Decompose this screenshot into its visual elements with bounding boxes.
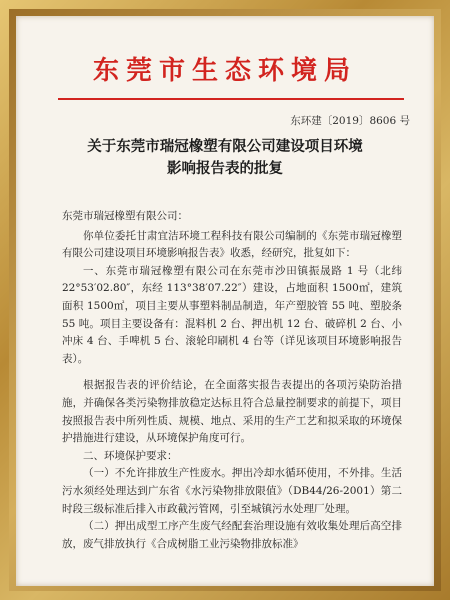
requirement-two: （二）押出成型工序产生废气经配套治理设施有效收集处理后高空排放，废气排放执行《合成树脂工业污染物排放标准》 <box>62 520 402 550</box>
requirement-one: （一）不允许排放生产性废水。押出冷却水循环使用，不外排。生活污水须经处理达到广东省《水污染物排放限值》（DB44/26-2001）第二时段三级标准后排入市政截污管网，引至城镇污水处理厂处理。 <box>62 467 402 515</box>
item-one-paragraph: 一、东莞市瑞冠橡塑有限公司在东莞市沙田镇振晟路 1 号（北纬 22°53′02.80″，东经 113°38′07.22″）建设，占地面积 1500㎡，建筑面积 1500㎡，项目主要从事塑料制品制造，年产塑胶管 55 吨、塑胶条 55 吨。项目主要设备有：混料机 2 台、押出机 12 台、破碎机 2 台、小冲床 4 台、手啤机 5 台、滚轮印刷机 4 台等（详见该项目环境影响报告表）。 <box>62 264 402 365</box>
document-title-line-2: 影响报告表的批复 <box>167 161 283 177</box>
document-title <box>16 136 434 180</box>
document-title-line-1: 关于东莞市瑞冠橡塑有限公司建设项目环境 <box>87 139 363 155</box>
bureau-header: 东莞市生态环境局 <box>92 56 357 86</box>
document-body <box>62 208 402 553</box>
document-paper <box>16 16 434 586</box>
paragraph-gap <box>62 368 402 377</box>
intro-paragraph: 你单位委托甘肃宜洁环境工程科技有限公司编制的《东莞市瑞冠橡塑有限公司建设项目环境影响报告表》收悉，经研究，批复如下： <box>62 229 402 260</box>
document-number: 东环建〔2019〕8606 号 <box>290 115 410 127</box>
conclusion-paragraph: 根据报告表的评价结论，在全面落实报告表提出的各项污染防治措施，并确保各类污染物排放稳定达标且符合总量控制要求的前提下，项目按照报告表中所列性质、规模、地点、采用的生产工艺和拟采取的环境保护措施进行建设，从环境保护角度可行。 <box>62 379 402 445</box>
header-red-rule <box>58 98 404 100</box>
recipient: 东莞市瑞冠橡塑有限公司： <box>62 210 188 222</box>
item-two-heading: 二、环境保护要求： <box>83 449 178 462</box>
